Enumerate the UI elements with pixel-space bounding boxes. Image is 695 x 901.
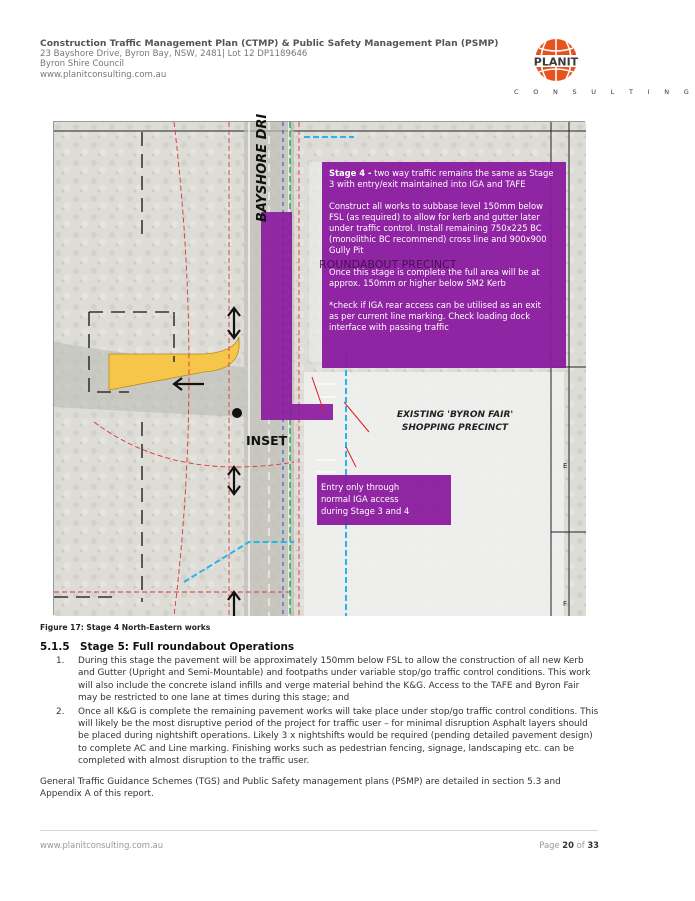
list-item	[56, 655, 601, 705]
section-number: 5.1.5	[40, 641, 70, 653]
closing-paragraph: General Traffic Guidance Schemes (TGS) and Public Safety management plans (PSMP) are detailed in section 5.3 and Appendix A of this report.	[40, 777, 561, 800]
roundabout-centre-marker	[232, 408, 242, 418]
figure-caption: Figure 17: Stage 4 North-Eastern works	[40, 623, 211, 632]
logo-wordmark: PLANIT	[533, 55, 579, 69]
callout-line-6: under traffic control. Install remaining 750x225 BC	[329, 223, 542, 233]
logo-subtitle: C O N S U L T I N G	[514, 88, 695, 96]
shopping-label-1: EXISTING 'BYRON FAIR'	[396, 410, 514, 420]
header-title: Construction Traffic Management Plan (CTMP) & Public Safety Management Plan (PSMP)	[40, 38, 499, 49]
page-label: Page	[539, 840, 560, 850]
iga-callout-line-2: normal IGA access	[321, 494, 399, 504]
header-council: Byron Shire Council	[40, 59, 125, 70]
list-item	[56, 706, 601, 768]
list-item-number: 1.	[56, 656, 65, 666]
road-label: BAYSHORE DRI	[255, 113, 270, 222]
callout-line-1: Stage 4 - two way traffic remains the same as Stage	[329, 168, 554, 178]
iga-callout-line-1: Entry only through	[321, 482, 400, 492]
document-header	[40, 38, 499, 80]
callout-line-2: 3 with entry/exit maintained into IGA and TAFE	[329, 179, 526, 189]
footer-website: www.planitconsulting.com.au	[40, 840, 164, 850]
header-website: www.planitconsulting.com.au	[40, 69, 167, 80]
roundabout-precinct-label: ROUNDABOUT PRECINCT	[319, 258, 457, 271]
section-heading	[40, 641, 294, 653]
callout-line-7: (monolithic BC recommend) cross line and 900x900	[329, 234, 547, 244]
list-item-number: 2.	[56, 706, 65, 717]
callout-line-8: Gully Pit	[329, 245, 364, 255]
callout-line-10: approx. 150mm or higher below SM2 Kerb	[329, 278, 506, 288]
section-title: Stage 5: Full roundabout Operations	[80, 641, 295, 653]
list-item-text: Once all K&G is complete the remaining pavement works will take place under stop/go traffic control conditions. This will likely be the most disruptive period of the project for traffic user – for minimal disruption Asphalt layers should be placed during nightshift operations. Likely 3 x nightshifts would be required (pending detailed pavement design) to complete AC and Line marking. Finishing works such as pedestrian fencing, signage, landscaping etc. can be completed with almost disruption to the traffic user.	[78, 706, 599, 767]
callout-line-4: Construct all works to subbase level 150mm below	[329, 201, 543, 211]
callout-line-14: interface with passing traffic	[329, 322, 449, 332]
callout-line-12: *check if IGA rear access can be utilised as an exit	[329, 300, 541, 310]
footer-divider	[40, 830, 598, 831]
site-plan-map	[54, 113, 586, 616]
current-page: 20	[562, 840, 574, 850]
stage5-list	[56, 655, 601, 768]
inset-label: INSET	[246, 433, 288, 448]
callout-line-13: as per current line marking. Check loading dock	[329, 311, 531, 321]
grid-label-e: E	[563, 462, 568, 470]
total-pages: 33	[587, 840, 599, 850]
callout-line-9: Once this stage is complete the full area will be at	[329, 267, 540, 277]
list-item-text: During this stage the pavement will be approximately 150mm below FSL to allow the construction of all new Kerb and Gutter (Upright and Semi-Mountable) and footpaths under variable stop/go traffic control conditions. This work will also include the concrete island infills and verge material behind the K&G. Access to the TAFE and Byron Fair may be restricted to one lane at times during this stage; and	[78, 656, 591, 704]
grid-label-f: F	[563, 600, 568, 608]
of-label: of	[576, 840, 585, 850]
iga-callout-line-3: during Stage 3 and 4	[321, 506, 410, 516]
site-plan-figure	[53, 113, 585, 615]
header-address: 23 Bayshore Drive, Byron Bay, NSW, 2481| Lot 12 DP1189646	[40, 49, 308, 59]
footer-page-number	[539, 840, 599, 850]
shopping-label-2: SHOPPING PRECINCT	[401, 423, 509, 433]
callout-line-5: FSL (as required) to allow for kerb and gutter later	[329, 212, 540, 222]
